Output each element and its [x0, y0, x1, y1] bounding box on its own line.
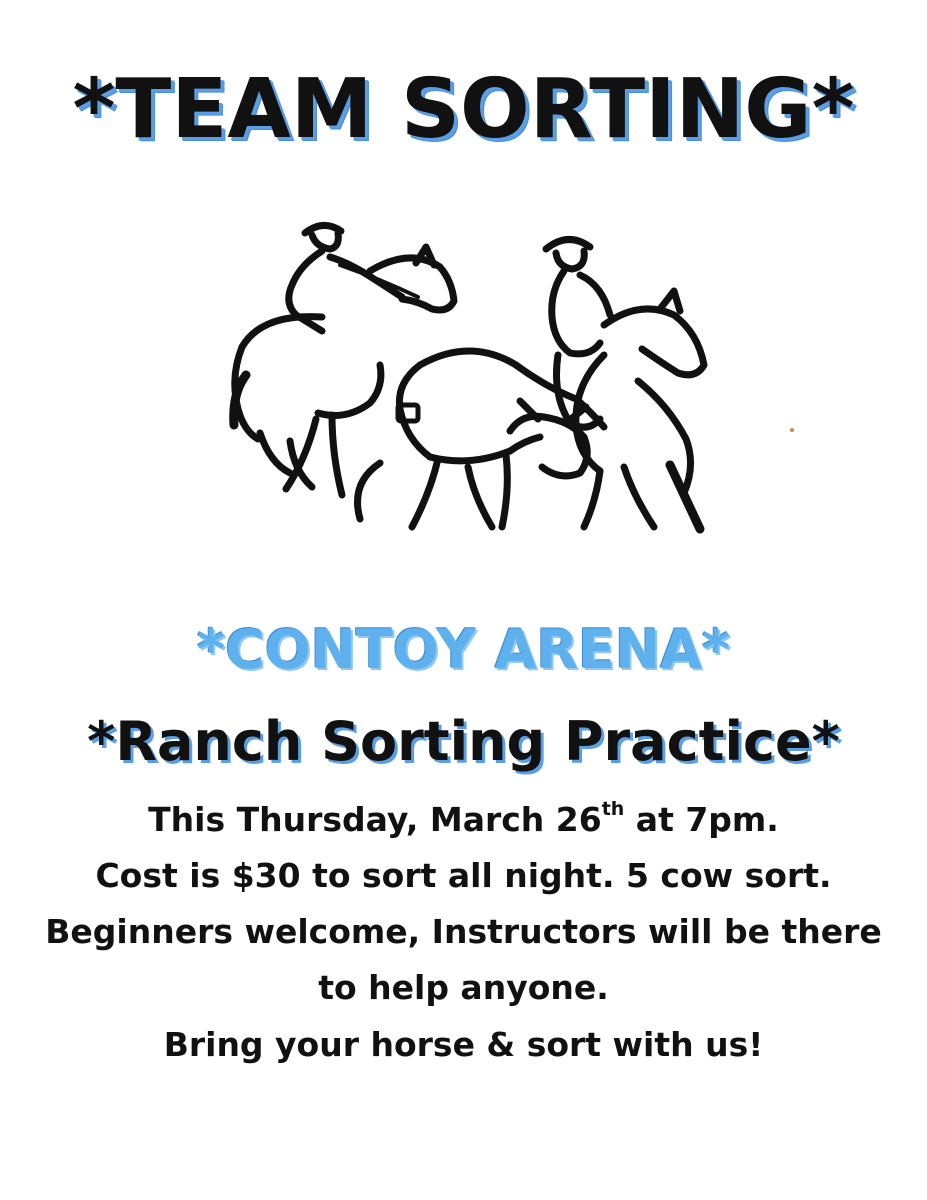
- cost-line: Cost is $30 to sort all night. 5 cow sort.: [95, 856, 832, 895]
- welcome-line-1: Beginners welcome, Instructors will be there: [45, 912, 882, 951]
- venue-heading: *CONTOY ARENA*: [196, 618, 731, 681]
- date-text: This Thursday, March 26: [148, 800, 602, 839]
- flyer-title: *TEAM SORTING*: [72, 62, 855, 157]
- closing-line: Bring your horse & sort with us!: [163, 1025, 764, 1064]
- event-heading: *Ranch Sorting Practice*: [87, 710, 840, 773]
- time-text: at 7pm.: [624, 800, 779, 839]
- right-rider-drawing: [546, 239, 704, 529]
- cow-drawing: [358, 351, 605, 527]
- riders-sorting-cow-illustration: [220, 205, 720, 545]
- scan-speck: [790, 428, 794, 432]
- left-rider-drawing: [234, 225, 454, 495]
- welcome-line-2: to help anyone.: [318, 968, 609, 1007]
- date-line: [0, 800, 927, 839]
- date-ordinal-suffix: th: [601, 798, 625, 820]
